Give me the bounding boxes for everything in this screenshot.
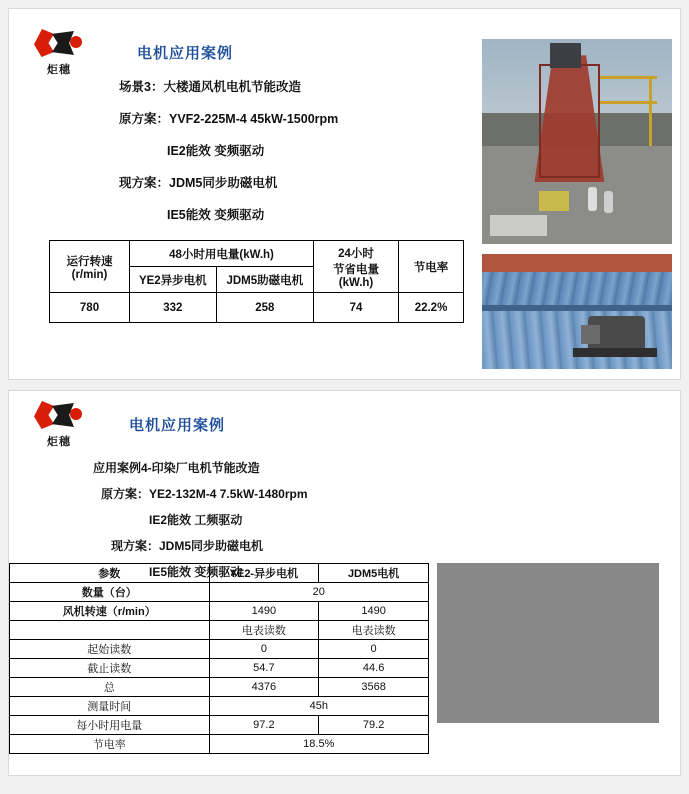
table-cell: 780: [50, 293, 130, 323]
table-header-cell: 参数: [10, 564, 210, 583]
table-header-cell: [50, 241, 130, 293]
company-logo: [27, 399, 91, 451]
slide-1-bullet-list: [119, 77, 459, 237]
bullet-line: IE2能效 工频驱动: [149, 513, 243, 527]
header-line: 节省电量: [333, 263, 379, 276]
table-row-label: 每小时用电量: [10, 716, 210, 735]
table-row: [10, 716, 429, 735]
table-cell: 电表读数: [209, 621, 319, 640]
table-cell: 20: [209, 583, 428, 602]
header-line: (kW.h): [338, 276, 374, 289]
slide-1-data-table: [49, 240, 464, 323]
table-row: [10, 621, 429, 640]
logo-text: 炬穗: [47, 64, 71, 76]
table-cell: 258: [216, 293, 313, 323]
header-line: 24小时: [338, 247, 374, 260]
table-cell: 22.2%: [399, 293, 464, 323]
table-header-cell: 节电率: [399, 241, 464, 293]
table-row-label: 节电率: [10, 735, 210, 754]
bullet-line: IE5能效 变频驱动: [149, 565, 243, 579]
table-cell: 0: [209, 640, 319, 659]
slide-1-title: 电机应用案例: [137, 45, 234, 62]
table-cell: 44.6: [319, 659, 429, 678]
table-row: [50, 293, 464, 323]
table-header-cell: JDM5电机: [319, 564, 429, 583]
table-cell: 54.7: [209, 659, 319, 678]
table-row: [10, 640, 429, 659]
table-row: [10, 697, 429, 716]
flame-logo-icon: [30, 399, 88, 431]
table-row: [10, 735, 429, 754]
bullet-line: 原方案：YVF2-225M-4 45kW-1500rpm: [119, 112, 339, 126]
table-cell: 74: [314, 293, 399, 323]
table-cell: 97.2: [209, 716, 319, 735]
bullet-line: IE5能效 变频驱动: [167, 208, 265, 222]
slide-1: [8, 8, 681, 380]
table-row-label: 截止读数: [10, 659, 210, 678]
table-row: [50, 241, 464, 267]
slide-2-data-table: [9, 563, 429, 754]
table-cell: 45h: [209, 697, 428, 716]
table-row-label: [10, 621, 210, 640]
table-subheader-cell: YE2异步电机: [130, 267, 217, 293]
bullet-line: IE2能效 变频驱动: [167, 144, 265, 158]
table-row-label: 测量时间: [10, 697, 210, 716]
slide-2: [8, 390, 681, 776]
table-row-label: 数量（台）: [10, 583, 210, 602]
table-header-cell: [314, 241, 399, 293]
header-line: 运行转速: [66, 255, 113, 268]
table-row-label: 总: [10, 678, 210, 697]
table-cell: 4376: [209, 678, 319, 697]
table-row: [10, 564, 429, 583]
table-row-label: 起始读数: [10, 640, 210, 659]
table-cell: 3568: [319, 678, 429, 697]
table-subheader-cell: JDM5助磁电机: [216, 267, 313, 293]
factory-interior-photo: [437, 563, 659, 723]
logo-text: 炬穗: [47, 436, 71, 448]
company-logo: [27, 27, 91, 79]
rooftop-ventilation-structure-photo: [482, 39, 672, 244]
table-row-label: 风机转速（r/min）: [10, 602, 210, 621]
bullet-line: 场景3：大楼通风机电机节能改造: [119, 80, 301, 94]
bullet-line: 现方案：JDM5同步助磁电机: [111, 539, 264, 553]
slide-2-title: 电机应用案例: [129, 417, 226, 434]
table-cell: 332: [130, 293, 217, 323]
table-header-cell: 48小时用电量(kW.h): [130, 241, 314, 267]
header-line: (r/min): [71, 268, 108, 281]
table-cell: 0: [319, 640, 429, 659]
table-row: [10, 678, 429, 697]
bullet-line: 原方案：YE2-132M-4 7.5kW-1480rpm: [101, 487, 308, 501]
table-cell: 1490: [209, 602, 319, 621]
table-row: [10, 602, 429, 621]
table-row: [10, 659, 429, 678]
table-header-cell: YE2-异步电机: [209, 564, 319, 583]
bullet-line: 现方案：JDM5同步助磁电机: [119, 176, 278, 190]
table-cell: 1490: [319, 602, 429, 621]
table-cell: 电表读数: [319, 621, 429, 640]
bullet-line: 应用案例4-印染厂电机节能改造: [93, 461, 260, 475]
blue-roof-motor-photo: [482, 254, 672, 369]
flame-logo-icon: [30, 27, 88, 59]
table-cell: 18.5%: [209, 735, 428, 754]
table-cell: 79.2: [319, 716, 429, 735]
table-row: [10, 583, 429, 602]
